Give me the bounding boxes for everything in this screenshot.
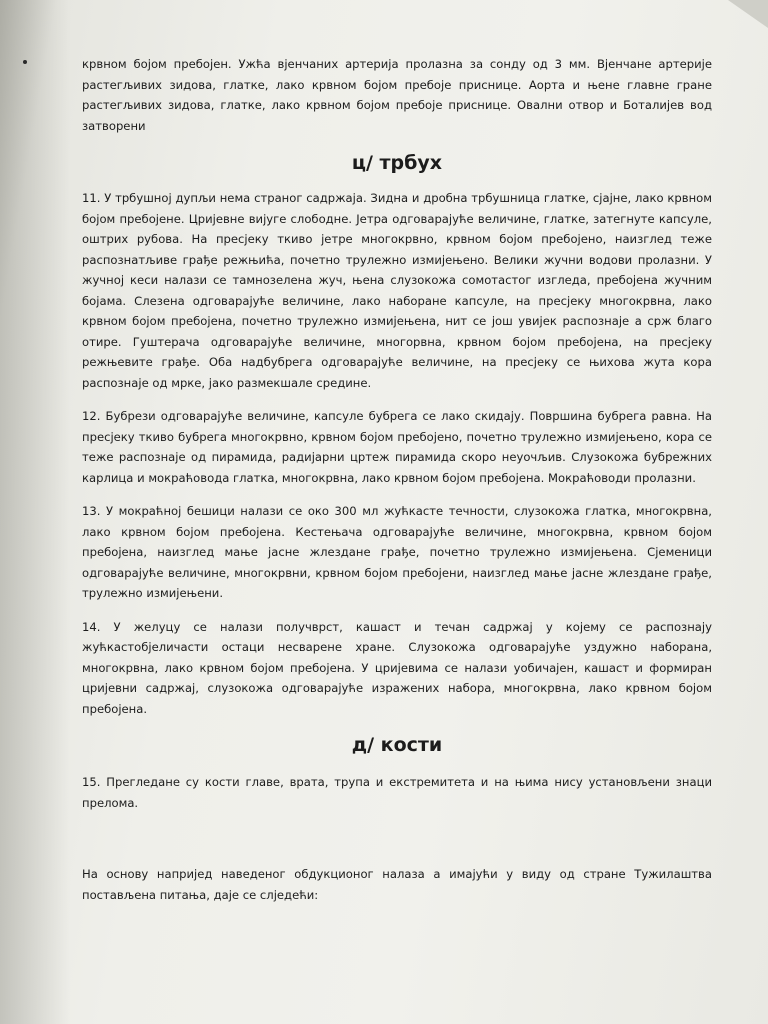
paragraph-13: 13. У мокраћној бешици налази се око 300 мл жућкасте течности, слузокожа глатка, многокрвна, лако крвном бојом пребојена. Кестењача одговарајуће величине, многокрвна, крвном бојом пребојена, наизглед мање јасне жлездане грађе, почетно трулежно измијењена. Сјеменици одговарајуће величине, многокрвни, крвном бојом пребојени, наизглед мање јасне жлездане грађе, трулежно измијењени. <box>82 504 712 600</box>
paragraph-14: 14. У желуцу се налази получврст, кашаст и течан садржај у којему се распознају жућкастобјеличасти остаци несварене хране. Слузокожа одговарајуће уздужно наборана, многокрвна, лако крвном бојом пребојена. У цријевима се налази уобичајен, кашаст и формиран цријевни садржај, слузокожа одговарајуће изражених набора, многокрвна, лако крвном бојом пребојена. <box>82 619 712 716</box>
intro-paragraph: крвном бојом пребојен. Ужћа вјенчаних артерија пролазна за сонду од 3 мм. Вјенчане артерије растегљивих зидова, глатке, лако крвном бојом пребоје приснице. Аорта и њене главне гране растегљивих зидова, глатке, лако крвном бојом пребоје приснице. Овални отвор и Боталијев вод затворени <box>82 57 712 133</box>
spacer <box>82 826 712 864</box>
page-mark <box>23 60 27 64</box>
page-edge-shadow <box>0 0 70 1024</box>
conclusion-intro: На основу напријед наведеног обдукционог налаза а имајући у виду од стране Тужилаштва постављена питања, даје се слједећи: <box>82 867 712 902</box>
paragraph-12: 12. Бубрези одговарајуће величине, капсуле бубрега се лако скидају. Површина бубрега равна. На пресјеку ткиво бубрега многокрвно, крвном бојом пребојено, почетно трулежно измијењено, кора се теже распознаје од пирамида, радијарни цртеж пирамида скоро неуочљив. Слузокожа бубрежних карлица и мокраћовода глатка, многокрвна, лако крвном бојом пребојена. Мокраћоводи пролазни. <box>82 409 712 485</box>
page-corner-fold <box>728 0 768 28</box>
paragraph-15: 15. Прегледане су кости главе, врата, трупа и екстремитета и на њима нису установљени знаци прелома. <box>82 775 712 810</box>
section-d-heading: д/ кости <box>351 734 443 756</box>
document-body <box>82 54 712 918</box>
paragraph-11: 11. У трбушној дупљи нема страног садржаја. Зидна и дробна трбушница глатке, сјајне, лако крвном бојом пребојене. Цријевне вијуге слободне. Јетра одговарајуће величине, глатке, затегнуте капсуле, оштрих рубова. На пресјеку ткиво јетре многокрвно, крвном бојом пребојено, наизглед теже распознатљиве грађе режњића, почетно трулежно измијењено. Велики жучни водови пролазни. У жучној кеси налази се тамнозелена жуч, њена слузокожа сомотастог изгледа, пребојена жучним бојама. Слезена одговарајуће величине, лако наборане капсуле, на пресјеку многокрвна, лако крвном бојом пребојена, почетно трулежно измијењена, нит се још увијек распознаје а срж благо отире. Гуштерача одговарајуће величине, многорвна, крвном бојом пребојена, на пресјеку режњевите грађе. Оба надбубрега одговарајуће величине, на пресјеку се њихова жута кора распознаје од мрке, јако размекшале средине. <box>82 191 712 390</box>
section-c-heading: ц/ трбух <box>351 152 443 174</box>
